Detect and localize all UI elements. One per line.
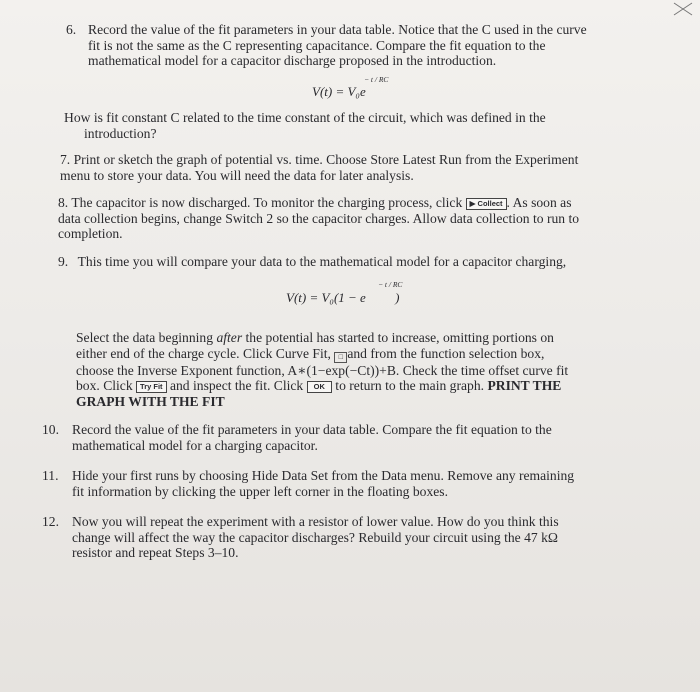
question-text: resistor and repeat Steps 3–10. xyxy=(72,545,239,560)
instruction-line xyxy=(76,330,656,346)
question-9-instructions xyxy=(76,330,656,409)
question-text: Now you will repeat the experiment with a resistor of lower value. How do you think this xyxy=(72,514,559,529)
question-text: introduction? xyxy=(84,125,157,141)
question-text: Hide your first runs by choosing Hide Data Set from the Data menu. Remove any remaining xyxy=(72,468,575,483)
question-number: 6. xyxy=(66,22,77,37)
question-text: . As soon as xyxy=(506,195,572,210)
question-9 xyxy=(58,254,648,270)
question-number: 8. xyxy=(58,195,69,210)
instruction-line xyxy=(76,378,656,394)
question-number: 12. xyxy=(42,514,59,529)
question-11 xyxy=(42,468,642,499)
formula-text: ) xyxy=(395,290,400,305)
instruction-text: after xyxy=(216,330,243,345)
question-number: 10. xyxy=(42,422,59,437)
collect-button[interactable]: ▶ Collect xyxy=(466,198,507,210)
question-text: completion. xyxy=(58,226,123,241)
corner-x-mark xyxy=(672,2,694,16)
question-text: mathematical model for a capacitor discharge proposed in the introduction. xyxy=(88,53,497,68)
question-number: 7. xyxy=(60,152,71,167)
question-text: Record the value of the fit parameters in your data table. Compare the fit equation to the xyxy=(72,422,552,437)
question-text: fit information by clicking the upper left corner in the floating boxes. xyxy=(72,483,448,499)
curve-fit-icon[interactable]: □ xyxy=(334,352,347,363)
discharge-formula xyxy=(312,75,389,100)
question-text: The capacitor is now discharged. To monitor the charging process, click xyxy=(71,195,463,210)
question-text: This time you will compare your data to the mathematical model for a capacitor charging, xyxy=(77,254,567,269)
question-6-followup xyxy=(64,110,644,141)
question-number: 11. xyxy=(42,468,59,483)
instruction-text: box. Click xyxy=(76,378,133,393)
instruction-bold-text: GRAPH WITH THE FIT xyxy=(76,393,225,409)
question-text: Record the value of the fit parameters in your data table. Notice that the C used in the curve xyxy=(88,22,587,37)
question-text: Print or sketch the graph of potential vs. time. Choose Store Latest Run from the Experiment xyxy=(73,152,579,167)
instruction-text: and from the function selection box, xyxy=(347,345,545,361)
formula-text: V(t) = V₀e xyxy=(312,84,366,99)
question-text: change will affect the way the capacitor discharges? Rebuild your circuit using the 47 kΩ xyxy=(72,529,558,545)
question-number: 9. xyxy=(58,254,69,269)
charging-formula xyxy=(286,280,403,306)
question-7 xyxy=(60,152,650,183)
question-text: fit is not the same as the C representing capacitance. Compare the fit equation to the xyxy=(88,37,546,53)
instruction-text: choose the Inverse Exponent function, A∗(1−exp(−Ct))+B. Check the time offset curve fit xyxy=(76,362,569,378)
question-text: menu to store your data. You will need the data for later analysis. xyxy=(60,167,414,183)
question-10 xyxy=(42,422,642,453)
question-6 xyxy=(66,22,646,69)
instruction-text: the potential has started to increase, omitting portions on xyxy=(245,330,554,345)
formula-text: V(t) = V₀(1 − e xyxy=(286,290,366,305)
question-text: How is fit constant C related to the time constant of the circuit, which was defined in the xyxy=(64,110,546,125)
question-text: mathematical model for a charging capacitor. xyxy=(72,437,318,453)
formula-exponent: − t / RC xyxy=(378,280,403,289)
question-text: data collection begins, change Switch 2 so the capacitor charges. Allow data collection to run to xyxy=(58,210,580,226)
instruction-line xyxy=(76,346,656,363)
instruction-text: either end of the charge cycle. Click Curve Fit, xyxy=(76,345,331,361)
try-fit-button[interactable]: Try Fit xyxy=(136,381,167,393)
instruction-text: to return to the main graph. xyxy=(335,378,485,393)
question-12 xyxy=(42,514,642,561)
instruction-text: Select the data beginning xyxy=(76,330,214,345)
ok-button[interactable]: OK xyxy=(307,381,332,393)
question-8 xyxy=(58,195,648,242)
instruction-bold-text: PRINT THE xyxy=(487,378,562,393)
instruction-text: and inspect the fit. Click xyxy=(169,378,304,393)
formula-exponent: − t / RC xyxy=(364,75,389,84)
